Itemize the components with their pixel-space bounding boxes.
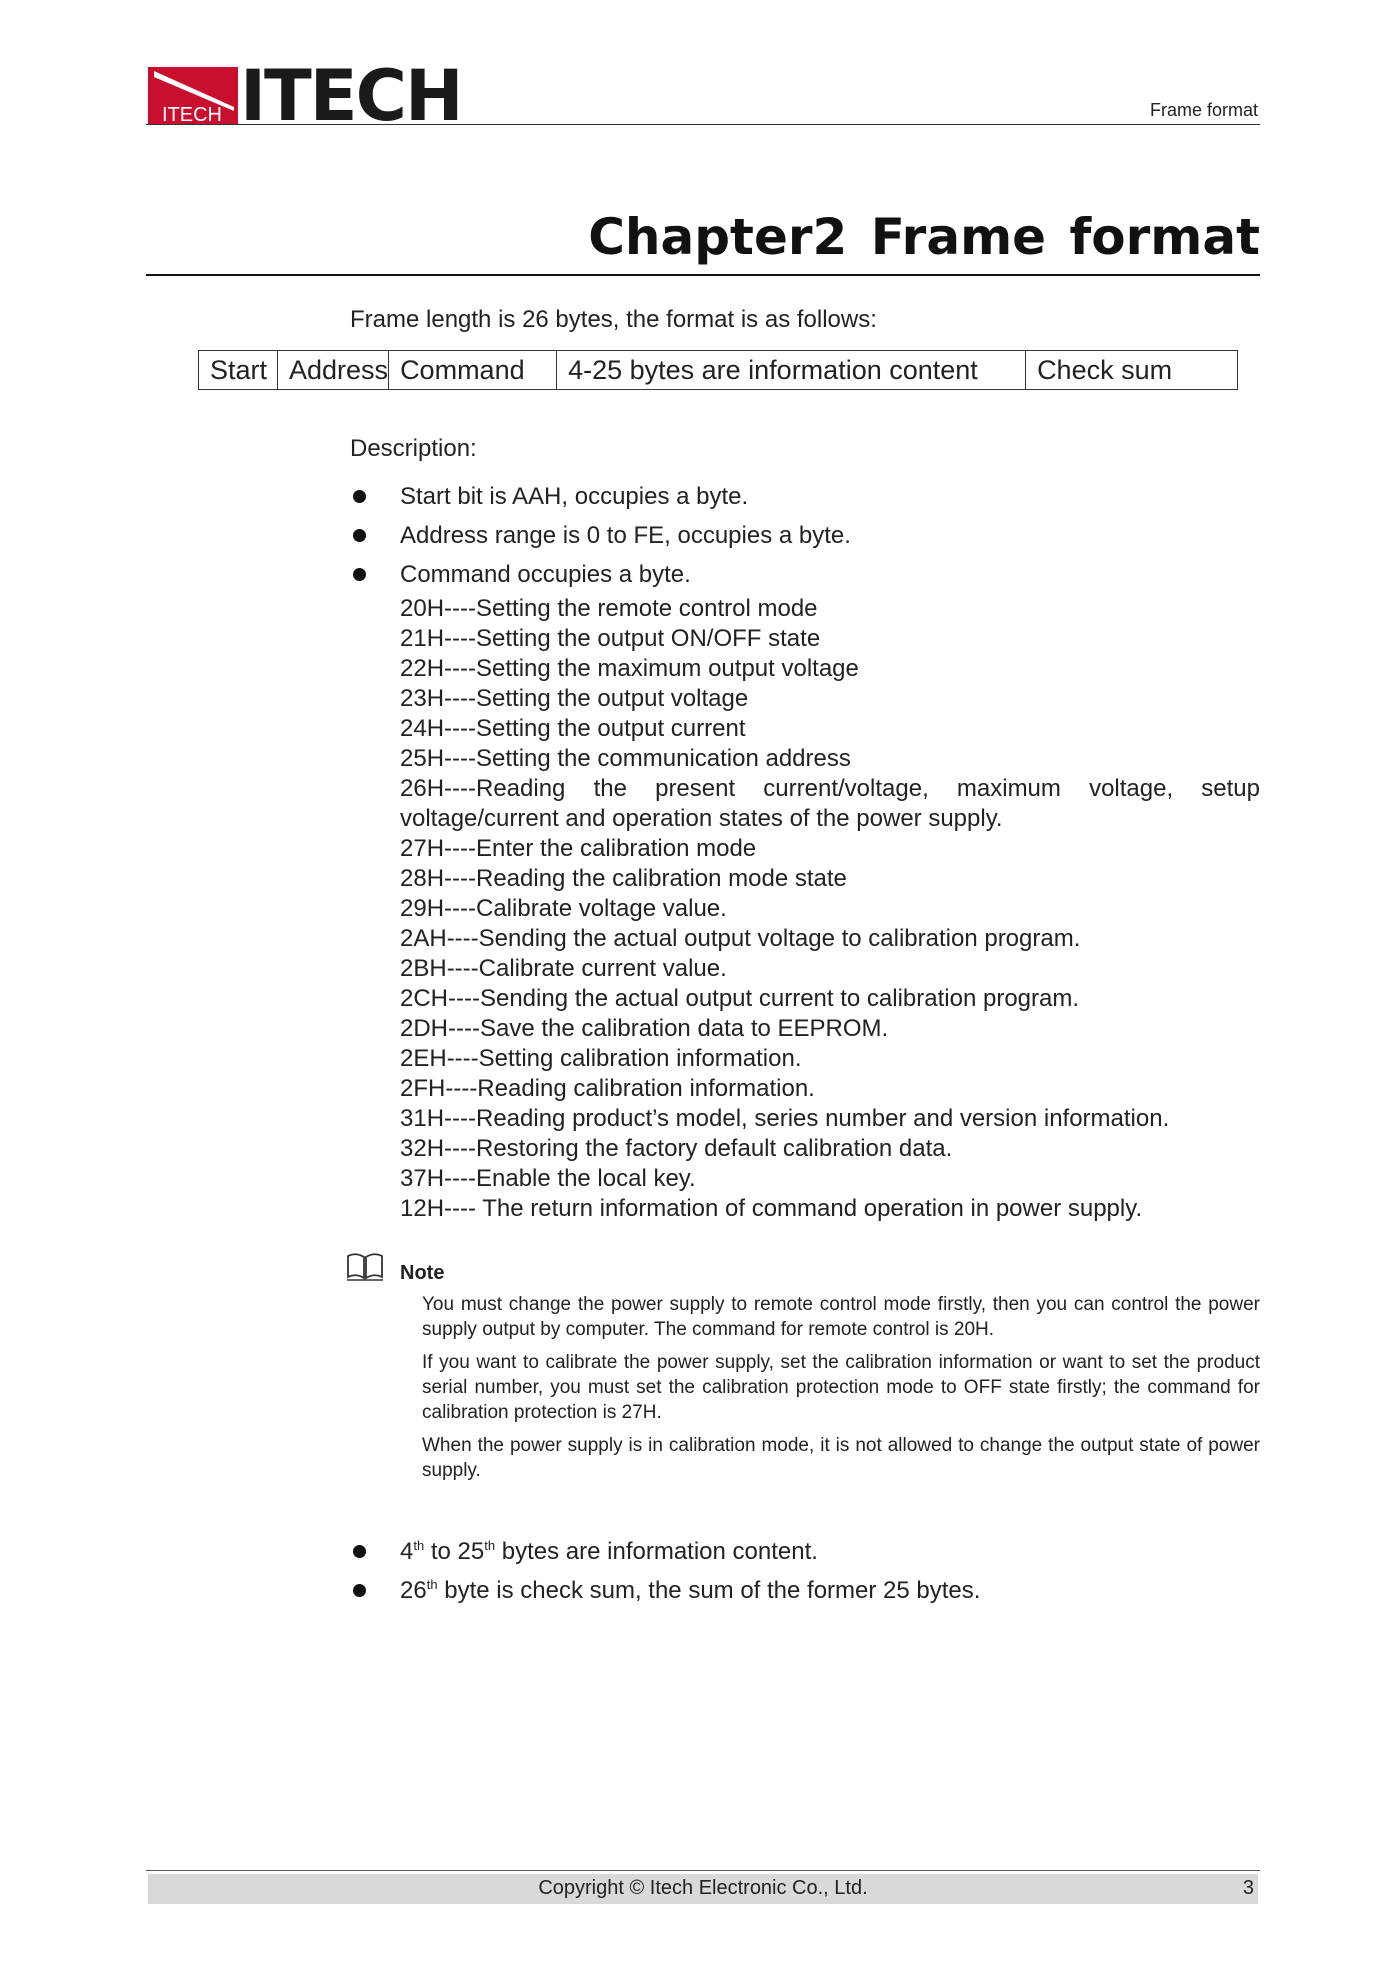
command-item: 27H----Enter the calibration mode: [400, 835, 757, 862]
description-list-2: [350, 1532, 1260, 1610]
command-item: 2FH----Reading calibration information.: [400, 1075, 815, 1102]
table-cell-address: Address: [278, 351, 389, 390]
table-cell-command: Command: [389, 351, 557, 390]
command-item: 12H---- The return information of command operation in power supply.: [400, 1195, 1143, 1222]
description-list: [350, 477, 1260, 594]
table-cell-start: Start: [199, 351, 278, 390]
list-item: 26th byte is check sum, the sum of the former 25 bytes.: [350, 1571, 1260, 1610]
command-item: 37H----Enable the local key.: [400, 1165, 696, 1192]
command-item: 32H----Restoring the factory default calibration data.: [400, 1135, 953, 1162]
note-paragraph: If you want to calibrate the power supply, set the calibration information or want to set the product serial number, you must set the calibration protection mode to OFF state firstly; the command for calibration protection is 27H.: [422, 1352, 1260, 1423]
chapter-title: Chapter2 Frame format: [588, 208, 1260, 266]
itech-logo: [148, 55, 462, 137]
book-icon: [346, 1252, 384, 1282]
command-item: 20H----Setting the remote control mode: [400, 595, 818, 622]
note-paragraph: When the power supply is in calibration mode, it is not allowed to change the output state of power supply.: [422, 1435, 1260, 1481]
copyright-text: Copyright © Itech Electronic Co., Ltd.: [538, 1877, 868, 1899]
note-label: Note: [400, 1262, 445, 1284]
command-item: 26H----Reading the present current/voltage, maximum voltage, setup voltage/current and operation states of the power supply.: [400, 775, 1260, 832]
command-item: 2DH----Save the calibration data to EEPROM.: [400, 1015, 889, 1042]
list-item: Start bit is AAH, occupies a byte.: [350, 477, 1260, 516]
frame-format-table: [198, 350, 1238, 390]
title-divider: [146, 274, 1260, 276]
running-header: Frame format: [1149, 100, 1258, 120]
note-paragraph: You must change the power supply to remote control mode firstly, then you can control the power supply output by computer. The command for remote control is 20H.: [422, 1294, 1260, 1340]
command-item: 2AH----Sending the actual output voltage to calibration program.: [400, 925, 1081, 952]
itech-logo-mark-icon: [148, 67, 238, 125]
command-item: 22H----Setting the maximum output voltage: [400, 655, 859, 682]
command-item: 25H----Setting the communication address: [400, 745, 851, 772]
command-item: 2BH----Calibrate current value.: [400, 955, 727, 982]
footer-divider: [146, 1870, 1260, 1871]
command-list: [400, 594, 1260, 1224]
table-row: [199, 351, 1238, 390]
list-item: Command occupies a byte.: [350, 555, 1260, 594]
command-item: 28H----Reading the calibration mode state: [400, 865, 847, 892]
list-item: 4th to 25th bytes are information content.: [350, 1532, 1260, 1571]
logo-text: ITECH: [240, 55, 462, 137]
command-item: 2EH----Setting calibration information.: [400, 1045, 802, 1072]
logo-small-text: ITECH: [162, 104, 222, 125]
note-body: [422, 1292, 1260, 1491]
command-item: 31H----Reading product’s model, series number and version information.: [400, 1105, 1170, 1132]
footer: [148, 1874, 1258, 1904]
command-item: 23H----Setting the output voltage: [400, 685, 749, 712]
command-item: 2CH----Sending the actual output current to calibration program.: [400, 985, 1080, 1012]
header-divider: [146, 124, 1260, 125]
page-number: 3: [1242, 1877, 1254, 1899]
table-cell-checksum: Check sum: [1026, 351, 1238, 390]
intro-text: Frame length is 26 bytes, the format is as follows:: [350, 306, 877, 333]
command-item: 29H----Calibrate voltage value.: [400, 895, 727, 922]
command-item: 24H----Setting the output current: [400, 715, 746, 742]
list-item: Address range is 0 to FE, occupies a byte.: [350, 516, 1260, 555]
description-label: Description:: [350, 435, 477, 462]
table-cell-info: 4-25 bytes are information content: [557, 351, 1026, 390]
command-item: 21H----Setting the output ON/OFF state: [400, 625, 821, 652]
